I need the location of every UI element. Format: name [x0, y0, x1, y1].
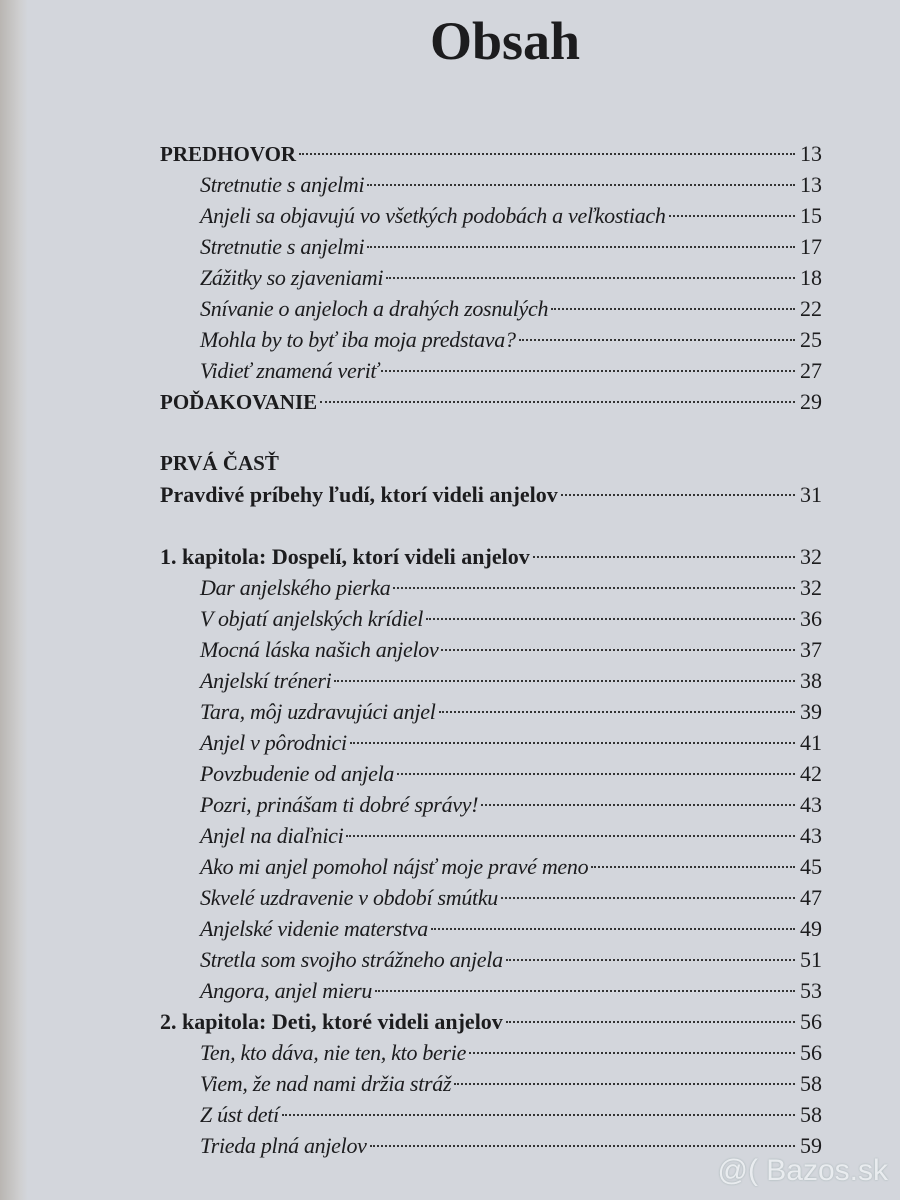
toc-page-number: 51: [800, 947, 822, 972]
dot-leader: [561, 494, 795, 496]
toc-page-number: 56: [800, 1009, 822, 1034]
toc-entry: [160, 262, 822, 293]
toc-entry-title: Mohla by to byť iba moja predstava?: [200, 327, 516, 352]
toc-entry-title: 1. kapitola: Dospelí, ktorí videli anjelov: [160, 544, 530, 569]
toc-entry: [160, 231, 822, 262]
toc-entry: [160, 634, 822, 665]
dot-leader: [591, 866, 795, 868]
toc-entry-title: Anjelskí tréneri: [200, 668, 332, 693]
toc-entry-title: Stretla som svojho strážneho anjela: [200, 947, 503, 972]
dot-leader: [551, 308, 795, 310]
toc-page-number: 37: [800, 637, 822, 662]
toc-entry: [160, 944, 822, 975]
toc-entry: [160, 820, 822, 851]
toc-heading: [160, 479, 822, 510]
toc-entry: [160, 572, 822, 603]
toc-entry: [160, 727, 822, 758]
toc-entry: [160, 882, 822, 913]
dot-leader: [367, 184, 795, 186]
toc-page-number: 25: [800, 327, 822, 352]
toc-page-number: 31: [800, 482, 822, 507]
toc-entry-title: Z úst detí: [200, 1102, 279, 1127]
toc-page-number: 13: [800, 172, 822, 197]
toc-entry-title: Stretnutie s anjelmi: [200, 172, 365, 197]
toc-heading: [160, 448, 822, 479]
toc-page-number: 32: [800, 544, 822, 569]
dot-leader: [282, 1114, 795, 1116]
toc-spacer: [160, 417, 822, 448]
toc-page-number: 49: [800, 916, 822, 941]
table-of-contents: [160, 138, 822, 1161]
toc-entry: [160, 169, 822, 200]
toc-entry: [160, 665, 822, 696]
toc-entry-title: 2. kapitola: Deti, ktoré videli anjelov: [160, 1009, 503, 1034]
toc-page-number: 39: [800, 699, 822, 724]
dot-leader: [506, 1021, 795, 1023]
dot-leader: [386, 277, 795, 279]
dot-leader: [454, 1083, 795, 1085]
toc-entry: [160, 603, 822, 634]
dot-leader: [299, 153, 795, 155]
dot-leader: [481, 804, 795, 806]
dot-leader: [441, 649, 795, 651]
toc-entry: [160, 1037, 822, 1068]
toc-entry-title: Trieda plná anjelov: [200, 1133, 367, 1158]
toc-page-number: 38: [800, 668, 822, 693]
toc-page-number: 36: [800, 606, 822, 631]
toc-page-number: 43: [800, 823, 822, 848]
toc-entry-title: Mocná láska našich anjelov: [200, 637, 439, 662]
toc-page-number: 29: [800, 389, 822, 414]
toc-entry-title: Angora, anjel mieru: [200, 978, 373, 1003]
toc-entry-title: Ten, kto dáva, nie ten, kto berie: [200, 1040, 467, 1065]
toc-entry-title: Stretnutie s anjelmi: [200, 234, 365, 259]
toc-entry-title: Ako mi anjel pomohol nájsť moje pravé meno: [200, 854, 589, 879]
dot-leader: [669, 215, 795, 217]
dot-leader: [375, 990, 795, 992]
toc-heading: [160, 138, 822, 169]
toc-page-number: 17: [800, 234, 822, 259]
toc-page-number: 15: [800, 203, 822, 228]
toc-heading: [160, 541, 822, 572]
toc-page-number: 41: [800, 730, 822, 755]
dot-leader: [519, 339, 795, 341]
toc-entry: [160, 851, 822, 882]
toc-page-number: 59: [800, 1133, 822, 1158]
toc-entry: [160, 789, 822, 820]
dot-leader: [506, 959, 795, 961]
toc-entry: [160, 975, 822, 1006]
watermark: @( Bazos.sk: [717, 1154, 888, 1187]
toc-entry: [160, 696, 822, 727]
dot-leader: [320, 401, 795, 403]
toc-entry: [160, 293, 822, 324]
toc-page-number: 47: [800, 885, 822, 910]
dot-leader: [431, 928, 795, 930]
toc-entry: [160, 200, 822, 231]
dot-leader: [533, 556, 795, 558]
toc-entry: [160, 1099, 822, 1130]
toc-entry-title: Dar anjelského pierka: [200, 575, 391, 600]
dot-leader: [370, 1145, 795, 1147]
toc-entry-title: Viem, že nad nami držia stráž: [200, 1071, 452, 1096]
toc-entry: [160, 913, 822, 944]
toc-page-number: 56: [800, 1040, 822, 1065]
toc-page-number: 53: [800, 978, 822, 1003]
toc-page-number: 27: [800, 358, 822, 383]
toc-entry-title: Povzbudenie od anjela: [200, 761, 395, 786]
dot-leader: [397, 773, 795, 775]
page-title: Obsah: [429, 11, 581, 71]
toc-entry-title: Anjel na diaľnici: [200, 823, 344, 848]
toc-page-number: 32: [800, 575, 822, 600]
dot-leader: [350, 742, 795, 744]
dot-leader: [439, 711, 795, 713]
toc-entry: [160, 324, 822, 355]
toc-entry-title: POĎAKOVANIE: [160, 390, 318, 414]
toc-page-number: 13: [800, 141, 822, 166]
dot-leader: [426, 618, 795, 620]
dot-leader: [346, 835, 795, 837]
toc-entry-title: Snívanie o anjeloch a drahých zosnulých: [200, 296, 549, 321]
dot-leader: [393, 587, 795, 589]
toc-entry-title: Vidieť znamená veriť: [200, 358, 379, 383]
toc-entry-title: Pravdivé príbehy ľudí, ktorí videli anjelov: [160, 482, 558, 507]
toc-page-number: 58: [800, 1071, 822, 1096]
toc-entry-title: Tara, môj uzdravujúci anjel: [200, 699, 436, 724]
toc-entry: [160, 758, 822, 789]
dot-leader: [501, 897, 795, 899]
toc-page-number: 45: [800, 854, 822, 879]
toc-page-number: 18: [800, 265, 822, 290]
toc-page-number: 42: [800, 761, 822, 786]
toc-page-number: 22: [800, 296, 822, 321]
toc-entry-title: PREDHOVOR: [160, 142, 297, 166]
toc-entry-title: Anjeli sa objavujú vo všetkých podobách a veľkostiach: [200, 203, 666, 228]
toc-heading: [160, 1006, 822, 1037]
toc-page-number: 58: [800, 1102, 822, 1127]
dot-leader: [381, 370, 795, 372]
dot-leader: [367, 246, 795, 248]
toc-entry-title: PRVÁ ČASŤ: [160, 451, 279, 475]
toc-entry-title: Skvelé uzdravenie v období smútku: [200, 885, 499, 910]
toc-entry-title: V objatí anjelských krídiel: [200, 606, 424, 631]
dot-leader: [334, 680, 795, 682]
toc-entry: [160, 355, 822, 386]
toc-entry-title: Anjelské videnie materstva: [200, 916, 429, 941]
page-gutter: [0, 0, 28, 1200]
toc-entry-title: Pozri, prinášam ti dobré správy!: [200, 792, 479, 817]
toc-spacer: [160, 510, 822, 541]
toc-heading: [160, 386, 822, 417]
toc-entry-title: Zážitky so zjaveniami: [200, 265, 384, 290]
toc-page-number: 43: [800, 792, 822, 817]
dot-leader: [469, 1052, 795, 1054]
toc-entry-title: Anjel v pôrodnici: [200, 730, 347, 755]
toc-entry: [160, 1068, 822, 1099]
